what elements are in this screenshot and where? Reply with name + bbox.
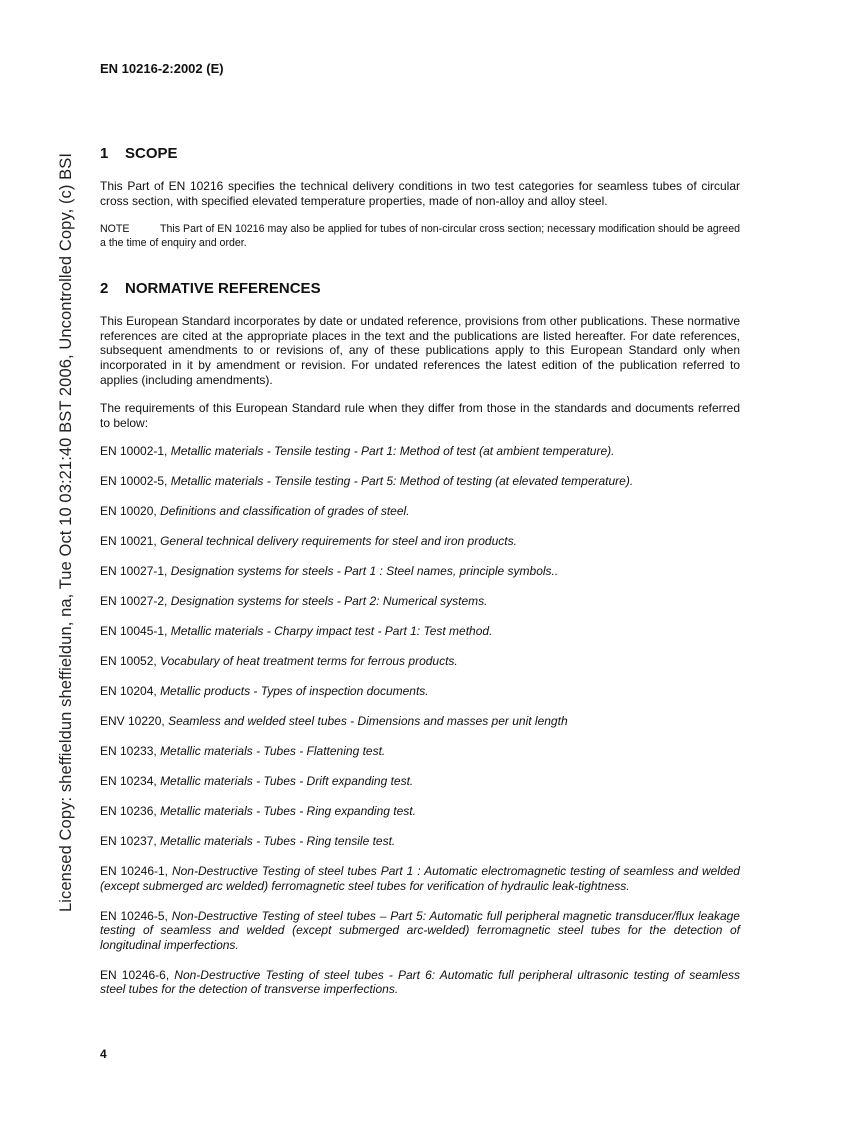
- reference-item: [100, 504, 740, 519]
- page-content: [100, 145, 740, 1012]
- reference-item: [100, 564, 740, 579]
- reference-item: [100, 968, 740, 997]
- reference-title: Metallic products - Types of inspection documents.: [160, 684, 429, 699]
- reference-item: [100, 909, 740, 953]
- reference-code: EN 10002-1,: [100, 444, 168, 459]
- section-2-heading: [100, 280, 740, 298]
- section-2-number: 2: [100, 280, 109, 298]
- normative-intro-paragraph: This European Standard incorporates by date or undated reference, provisions from other publications. These normative references are cited at the appropriate places in the text and the publications are listed hereafter. For date references, subsequent amendments to or revisions of, any of these publications apply to this European Standard only when incorporated in it by amendment or revision. For undated references the latest edition of the publication referred to applies (including amendments).: [100, 314, 740, 387]
- reference-title: Metallic materials - Tubes - Ring expanding test.: [160, 804, 416, 819]
- reference-code: EN 10234,: [100, 774, 157, 789]
- reference-item: [100, 534, 740, 549]
- reference-code: EN 10002-5,: [100, 474, 168, 489]
- reference-item: [100, 804, 740, 819]
- reference-title: Non-Destructive Testing of steel tubes - Part 6: Automatic full peripheral ultrasonic testing of seamless steel tubes for the detection of transverse imperfections.: [100, 967, 740, 997]
- reference-code: EN 10020,: [100, 504, 157, 519]
- reference-list: [100, 444, 740, 997]
- reference-code: EN 10236,: [100, 804, 157, 819]
- reference-code: EN 10027-2,: [100, 594, 168, 609]
- reference-title: Metallic materials - Tensile testing - Part 5: Method of testing (at elevated temperature).: [170, 474, 634, 489]
- page-number: 4: [100, 1047, 107, 1061]
- reference-title: Metallic materials - Tubes - Drift expanding test.: [160, 774, 414, 789]
- reference-code: EN 10045-1,: [100, 624, 168, 639]
- scope-note: [100, 222, 740, 250]
- normative-requirements-paragraph: The requirements of this European Standard rule when they differ from those in the standards and documents referred to below:: [100, 401, 740, 430]
- reference-code: EN 10246-6,: [100, 967, 170, 982]
- reference-item: [100, 654, 740, 669]
- reference-title: General technical delivery requirements for steel and iron products.: [160, 534, 517, 549]
- reference-title: Metallic materials - Tubes - Flattening test.: [160, 744, 386, 759]
- note-text: This Part of EN 10216 may also be applied for tubes of non-circular cross section; necessary modification should be agreed a the time of enquiry and order.: [100, 223, 740, 250]
- reference-code: EN 10204,: [100, 684, 157, 699]
- note-label: NOTE: [100, 223, 130, 236]
- reference-title: Metallic materials - Charpy impact test - Part 1: Test method.: [170, 624, 493, 639]
- reference-item: [100, 774, 740, 789]
- reference-code: EN 10246-5,: [100, 908, 168, 923]
- reference-item: [100, 684, 740, 699]
- section-1-number: 1: [100, 145, 109, 162]
- reference-code: EN 10233,: [100, 744, 157, 759]
- document-code: EN 10216-2:2002 (E): [100, 61, 224, 76]
- reference-title: Designation systems for steels - Part 1 : Steel names, principle symbols..: [170, 564, 559, 579]
- reference-item: [100, 444, 740, 459]
- section-1-title: SCOPE: [125, 145, 178, 162]
- reference-title: Non-Destructive Testing of steel tubes – Part 5: Automatic full peripheral magnetic transducer/flux leakage testing of seamless and welded (except submerged arc-welded) ferromagnetic steel tubes for the detection of longitudinal imperfections.: [100, 908, 740, 952]
- reference-item: [100, 594, 740, 609]
- reference-item: [100, 864, 740, 893]
- reference-code: EN 10246-1,: [100, 864, 168, 879]
- license-watermark: Licensed Copy: sheffieldun sheffieldun, na, Tue Oct 10 03:21:40 BST 2006, Uncontrolled Copy, (c) BSI: [57, 152, 75, 912]
- reference-title: Designation systems for steels - Part 2: Numerical systems.: [170, 594, 488, 609]
- reference-title: Vocabulary of heat treatment terms for ferrous products.: [160, 654, 458, 669]
- reference-code: EN 10021,: [100, 534, 157, 549]
- reference-code: EN 10027-1,: [100, 564, 168, 579]
- reference-title: Metallic materials - Tensile testing - Part 1: Method of test (at ambient temperature).: [170, 444, 615, 459]
- reference-item: [100, 714, 740, 729]
- reference-item: [100, 744, 740, 759]
- reference-title: Seamless and welded steel tubes - Dimensions and masses per unit length: [168, 714, 568, 729]
- scope-paragraph: This Part of EN 10216 specifies the technical delivery conditions in two test categories for seamless tubes of circular cross section, with specified elevated temperature properties, made of non-alloy and alloy steel.: [100, 179, 740, 208]
- reference-title: Definitions and classification of grades of steel.: [160, 504, 410, 519]
- reference-code: EN 10237,: [100, 834, 157, 849]
- reference-title: Metallic materials - Tubes - Ring tensile test.: [160, 834, 396, 849]
- section-1-heading: [100, 145, 740, 163]
- reference-code: EN 10052,: [100, 654, 157, 669]
- reference-item: [100, 474, 740, 489]
- reference-title: Non-Destructive Testing of steel tubes Part 1 : Automatic electromagnetic testing of seamless and welded (except submerged arc welded) ferromagnetic steel tubes for verification of hydraulic leak-tightness.: [100, 864, 740, 893]
- reference-code: ENV 10220,: [100, 714, 165, 729]
- reference-item: [100, 624, 740, 639]
- reference-item: [100, 834, 740, 849]
- section-2-title: NORMATIVE REFERENCES: [125, 280, 321, 298]
